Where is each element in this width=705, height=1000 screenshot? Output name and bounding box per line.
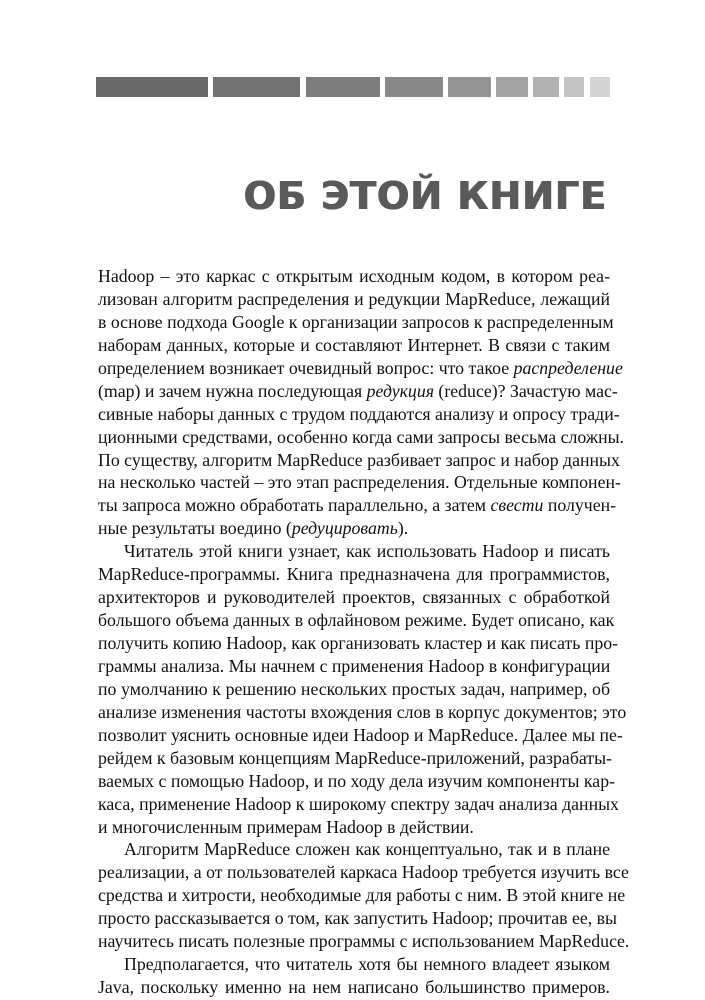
text-line: По существу, алгоритм MapReduce разбивает запрос и набор данных [98,449,620,470]
header-bar-7 [533,77,559,97]
header-bar-6 [496,77,528,97]
text-line: анализе изменения частоты вхождения слов в корпус документов; это [98,701,627,722]
text-line: средства и хитрости, необходимые для работы с ним. В этой книге не [98,885,626,906]
chapter-title: ОБ ЭТОЙ КНИГЕ [243,174,607,218]
text-line: ваемых с помощью Hadoop, и по ходу дела изучим компоненты кар- [98,770,616,791]
text-line: ные результаты воедино (редуцировать). [98,518,409,539]
text-line: Алгоритм MapReduce сложен как концептуально, так и в плане [124,839,610,860]
text-line: ты запроса можно обработать параллельно, а затем свести получен- [98,495,617,516]
text-line: наборам данных, которые и составляют Интернет. В связи с таким [98,334,610,355]
header-bar-2 [213,77,300,97]
text-line: ционными средствами, особенно когда сами запросы весьма сложны. [98,426,625,447]
text-line: большого объема данных в офлайновом режиме. Будет описано, как [98,610,615,631]
text-line: рейдем к базовым концепциям MapReduce-приложений, разрабаты- [98,747,612,768]
text-line: лизован алгоритм распределения и редукции MapReduce, лежащий [98,288,610,309]
text-line: каса, применение Hadoop к широкому спектру задач анализа данных [98,793,619,814]
text-line: определением возникает очевидный вопрос: что такое распределение [98,357,623,378]
header-decoration-bars [96,77,610,97]
text-line: на несколько частей – это этап распределения. Отдельные компонен- [98,472,621,493]
text-line: научитесь писать полезные программы с использованием MapReduce. [98,931,630,952]
text-line: (map) и зачем нужна последующая редукция (reduce)? Зачастую мас- [98,380,618,401]
header-bar-4 [385,77,443,97]
header-bar-8 [564,77,584,97]
text-line: по умолчанию к решению нескольких простых задач, например, об [98,678,610,699]
text-line: граммы анализа. Мы начнем с применения Hadoop в конфигурации [98,655,611,676]
text-line: сивные наборы данных с трудом поддаются анализу и опросу тради- [98,403,620,424]
text-line: просто рассказывается о том, как запустить Hadoop; прочитав ее, вы [98,908,617,929]
text-line: и многочисленным примерам Hadoop в действии. [98,816,474,837]
text-line: получить копию Hadoop, как организовать кластер и как писать про- [98,633,619,653]
text-line: позволит уяснить основные идеи Hadoop и MapReduce. Далее мы пе- [98,724,623,745]
body-text [98,265,630,999]
text-line: реализации, а от пользователей каркаса Hadoop требуется изучить все [98,862,629,883]
text-line: Читатель этой книги узнает, как использовать Hadoop и писать [124,541,610,562]
text-line: MapReduce-программы. Книга предназначена для программистов, [98,564,610,585]
header-bar-3 [306,77,380,97]
text-line: архитекторов и руководителей проектов, связанных с обработкой [98,587,610,608]
header-bar-1 [96,77,208,97]
header-bar-5 [448,77,491,97]
text-line: Предполагается, что читатель хотя бы немного владеет языком [124,954,610,975]
header-bar-9 [590,77,610,97]
text-line: Hadoop – это каркас с открытым исходным кодом, в котором реа- [98,266,610,286]
text-line: в основе подхода Google к организации запросов к распределенным [98,311,614,332]
text-line: Java, поскольку именно на нем написано большинство примеров. [98,977,610,998]
